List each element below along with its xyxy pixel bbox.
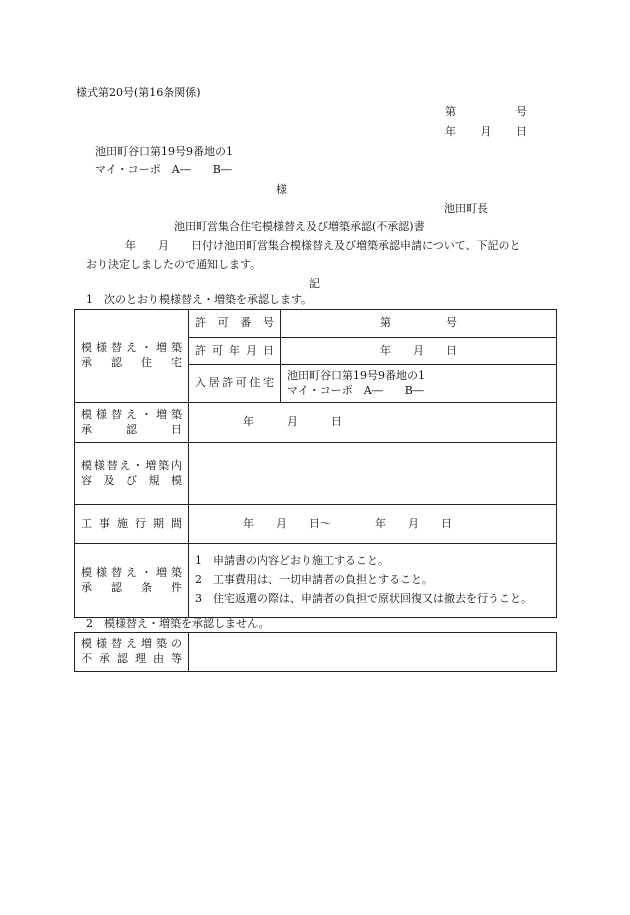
body-text-line1: 年 月 日付け池田町営集合模様替え及び増築承認申請について、下記のと [125, 239, 521, 252]
residence-value-cell [281, 365, 557, 403]
rejection-table [74, 632, 557, 672]
period-label-cell [75, 505, 189, 544]
permit-date-label-cell [189, 338, 281, 365]
approval-house-label-cell [75, 310, 189, 403]
document-title: 池田町営集合住宅模様替え及び増築承認(不承認)書 [174, 220, 425, 233]
rejection-label-line2: 不承認理由等 [81, 652, 182, 665]
rejection-label-cell [75, 633, 189, 672]
ki-heading: 記 [309, 277, 320, 290]
period-value: 年 月 日～ 年 月 日 [189, 505, 557, 544]
conditions-label-line1: 模様替え・増築 [81, 565, 182, 579]
issuer: 池田町長 [444, 202, 488, 215]
approval-date-label-cell [75, 403, 189, 443]
permit-date-label: 許可年月日 [195, 343, 274, 357]
approval-date-label-line2: 承認日 [81, 422, 182, 436]
period-label: 工事施行期間 [81, 516, 182, 530]
rejection-reason-value [189, 633, 557, 672]
recipient-address: 池田町谷口第19号9番地の1 [95, 145, 233, 158]
content-label-cell [75, 443, 189, 505]
residence-address: 池田町谷口第19号9番地の1 [287, 368, 425, 382]
form-number: 様式第20号(第16条関係) [76, 86, 201, 99]
section2-heading: 2 模様替え・増築を承認しません。 [86, 617, 270, 630]
approval-table [74, 309, 557, 618]
approval-house-label-line2: 承認住宅 [81, 356, 182, 369]
condition-item: 2 工事費用は、一切申請者の負担とすること。 [195, 573, 433, 587]
content-value [189, 443, 557, 505]
permit-date-value: 年 月 日 [281, 338, 557, 365]
residence-label: 入居許可住宅 [195, 376, 274, 390]
recipient-building: マイ・コーポ A― B― [95, 163, 232, 176]
permit-number-value: 第 号 [281, 310, 557, 338]
approval-house-label-line1: 模様替え・増築 [81, 341, 182, 355]
conditions-label-line2: 承認条件 [81, 580, 182, 594]
condition-item: 3 住宅返還の際は、申請者の負担で原状回復又は撤去を行うこと。 [195, 591, 532, 605]
recipient-honorific: 様 [276, 183, 287, 196]
permit-number-label-cell [189, 310, 281, 338]
approval-date-label-line1: 模様替え・増築 [81, 407, 182, 421]
body-text-line2: おり決定しましたので通知します。 [86, 258, 262, 271]
residence-building: マイ・コーポ A― B― [287, 383, 424, 397]
approval-date-value: 年 月 日 [189, 403, 557, 443]
section1-heading: 1 次のとおり模様替え・増築を承認します。 [86, 293, 313, 306]
residence-label-cell [189, 365, 281, 403]
document-date: 年 月 日 [445, 125, 527, 138]
content-label-line1: 模様替え・増築内 [81, 458, 182, 472]
conditions-list [189, 544, 557, 618]
document-number: 第 号 [445, 105, 527, 118]
conditions-label-cell [75, 544, 189, 618]
rejection-label-line1: 模様替え増築の [81, 637, 182, 651]
permit-number-label: 許可番号 [195, 316, 274, 330]
content-label-line2: 容及び規模 [81, 473, 182, 487]
condition-item: 1 申請書の内容どおり施工すること。 [195, 554, 389, 568]
